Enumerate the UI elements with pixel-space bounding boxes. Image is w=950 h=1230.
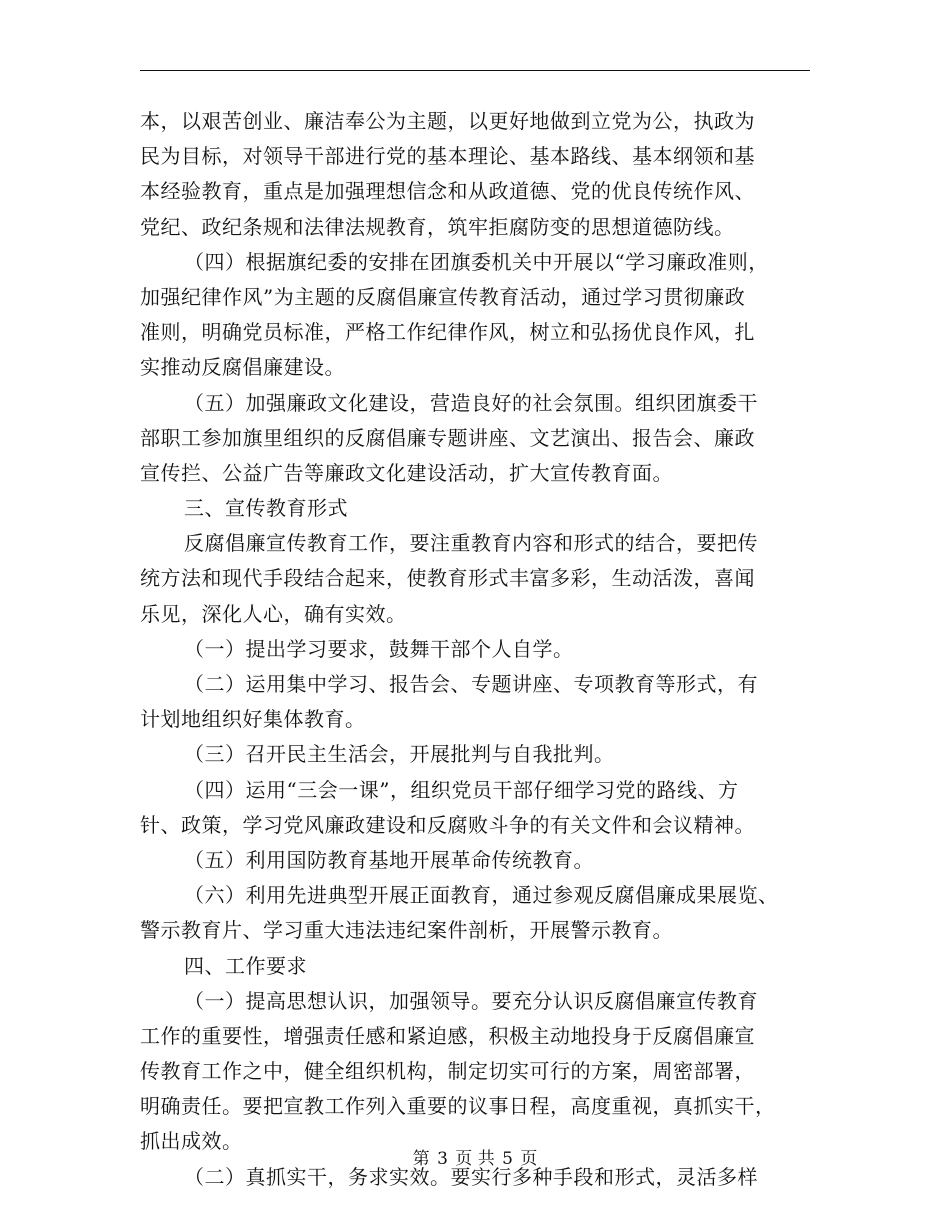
text-line: 准则，明确党员标准，严格工作纪律作风，树立和弘扬优良作风，扎	[140, 320, 755, 345]
text-line: 计划地组织好集体教育。	[140, 707, 366, 732]
text-line: （四）根据旗纪委的安排在团旗委机关中开展以“学习廉政准则，	[184, 249, 769, 274]
text-line: 统方法和现代手段结合起来，使教育形式丰富多彩，生动活泼，喜闻	[140, 566, 755, 591]
text-line: 四、工作要求	[184, 953, 307, 978]
text-line: 本，以艰苦创业、廉洁奉公为主题，以更好地做到立党为公，执政为	[140, 109, 755, 133]
text-line: （五）利用国防教育基地开展革命传统教育。	[184, 847, 594, 872]
text-line: 民为目标，对领导干部进行党的基本理论、基本路线、基本纲领和基	[140, 144, 755, 169]
text-line: （五）加强廉政文化建设，营造良好的社会氛围。组织团旗委干	[184, 390, 758, 415]
text-line: （一）提高思想认识，加强领导。要充分认识反腐倡廉宣传教育	[184, 988, 758, 1013]
text-line: （三）召开民主生活会，开展批判与自我批判。	[184, 742, 615, 767]
footer-middle: 页 共	[455, 1149, 495, 1169]
text-line: 党纪、政纪条规和法律法规教育，筑牢拒腐防变的思想道德防线。	[140, 214, 735, 239]
text-line: 部职工参加旗里组织的反腐倡廉专题讲座、文艺演出、报告会、廉政	[140, 425, 755, 450]
text-line: （二）运用集中学习、报告会、专题讲座、专项教育等形式，有	[184, 672, 758, 696]
text-line: （一）提出学习要求，鼓舞干部个人自学。	[184, 636, 574, 661]
text-line: （四）运用“三会一课”，组织党员干部仔细学习党的路线、方	[184, 777, 739, 802]
text-line: 针、政策，学习党风廉政建设和反腐败斗争的有关文件和会议精神。	[140, 812, 755, 837]
document-body	[140, 104, 812, 1195]
text-line: 本经验教育，重点是加强理想信念和从政道德、党的优良传统作风、	[140, 179, 755, 204]
text-line: 反腐倡廉宣传教育工作，要注重教育内容和形式的结合，要把传	[184, 531, 758, 556]
text-line: 宣传拦、公益广告等廉政文化建设活动，扩大宣传教育面。	[140, 460, 673, 485]
header-rule	[140, 70, 810, 71]
text-line: （六）利用先进典型开展正面教育，通过参观反腐倡廉成果展览、	[184, 883, 779, 908]
footer-prefix: 第	[412, 1149, 430, 1169]
total-pages-number: 5	[502, 1149, 513, 1169]
page-footer	[0, 1148, 950, 1170]
current-page-number: 3	[437, 1149, 448, 1169]
text-line: 工作的重要性，增强责任感和紧迫感，积极主动地投身于反腐倡廉宣	[140, 1023, 755, 1048]
text-line: 乐见，深化人心，确有实效。	[140, 601, 407, 626]
text-line: （二）真抓实干，务求实效。要实行多种手段和形式，灵活多样	[184, 1164, 758, 1189]
footer-suffix: 页	[520, 1149, 538, 1169]
text-line: 警示教育片、学习重大违法违纪案件剖析，开展警示教育。	[140, 918, 673, 943]
text-line: 传教育工作之中，健全组织机构，制定切实可行的方案，周密部署，	[140, 1059, 755, 1084]
text-line: 三、宣传教育形式	[184, 496, 348, 521]
text-line: 实推动反腐倡廉建设。	[140, 355, 345, 380]
text-line: 加强纪律作风”为主题的反腐倡廉宣传教育活动，通过学习贯彻廉政	[140, 284, 746, 309]
text-line: 明确责任。要把宣教工作列入重要的议事日程，高度重视，真抓实干，	[140, 1094, 776, 1119]
text-line: 抓出成效。	[140, 1129, 243, 1154]
